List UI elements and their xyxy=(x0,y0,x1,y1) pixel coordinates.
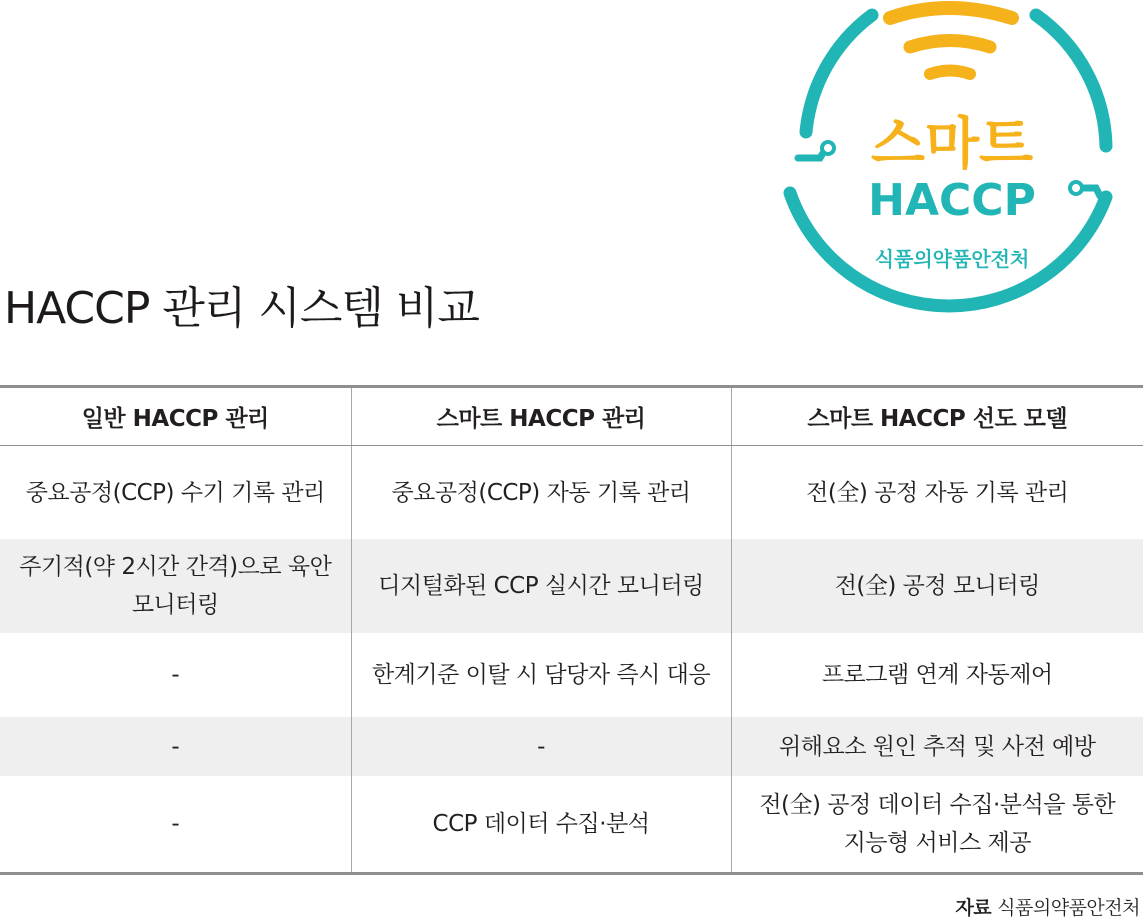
table-cell: 프로그램 연계 자동제어 xyxy=(731,633,1143,717)
logo-ring-right-arc xyxy=(1036,15,1106,146)
table-row xyxy=(0,446,1143,540)
logo-text-haccp: HACCP xyxy=(868,175,1036,226)
table-row xyxy=(0,717,1143,776)
logo-circuit-dot-right xyxy=(1070,182,1082,194)
logo-signal-arc-3 xyxy=(930,71,970,75)
table-cell: 주기적(약 2시간 간격)으로 육안 모니터링 xyxy=(0,539,351,633)
table-cell: - xyxy=(0,717,351,776)
logo-circuit-dot-left xyxy=(822,142,834,154)
page-title: HACCP 관리 시스템 비교 xyxy=(4,283,479,334)
table-cell: 중요공정(CCP) 자동 기록 관리 xyxy=(351,446,731,540)
table-cell: 전(全) 공정 데이터 수집·분석을 통한 지능형 서비스 제공 xyxy=(731,776,1143,874)
logo-ring-left-arc xyxy=(806,15,872,132)
table-row xyxy=(0,776,1143,874)
table-cell: 한계기준 이탈 시 담당자 즉시 대응 xyxy=(351,633,731,717)
table-cell: 전(全) 공정 모니터링 xyxy=(731,539,1143,633)
table-cell: - xyxy=(351,717,731,776)
source-text: 식품의약품안전처 xyxy=(997,897,1140,919)
table-cell: 중요공정(CCP) 수기 기록 관리 xyxy=(25,479,325,506)
source-label: 자료 xyxy=(955,897,992,919)
logo-signal-arc-1 xyxy=(890,8,1012,18)
table-cell: - xyxy=(171,662,180,688)
header-smart-haccp: 스마트 HACCP 관리 xyxy=(351,387,731,446)
header-general-haccp: 일반 HACCP 관리 xyxy=(0,387,351,446)
table-header-row xyxy=(0,387,1143,446)
table-row xyxy=(0,539,1143,633)
table-cell: 디지털화된 CCP 실시간 모니터링 xyxy=(351,539,731,633)
table-cell: - xyxy=(171,811,180,837)
smart-haccp-logo xyxy=(770,0,1144,360)
table-cell: CCP 데이터 수집·분석 xyxy=(351,776,731,874)
comparison-table xyxy=(0,385,1143,875)
source-note xyxy=(955,893,1140,920)
logo-text-agency: 식품의약품안전처 xyxy=(874,247,1030,271)
header-smart-haccp-leading: 스마트 HACCP 선도 모델 xyxy=(731,387,1143,446)
table-cell: 전(全) 공정 자동 기록 관리 xyxy=(731,446,1143,540)
logo-text-smart: 스마트 xyxy=(870,112,1034,177)
table-row xyxy=(0,633,1143,717)
logo-signal-arc-2 xyxy=(910,41,990,48)
table-cell: 위해요소 원인 추적 및 사전 예방 xyxy=(731,717,1143,776)
